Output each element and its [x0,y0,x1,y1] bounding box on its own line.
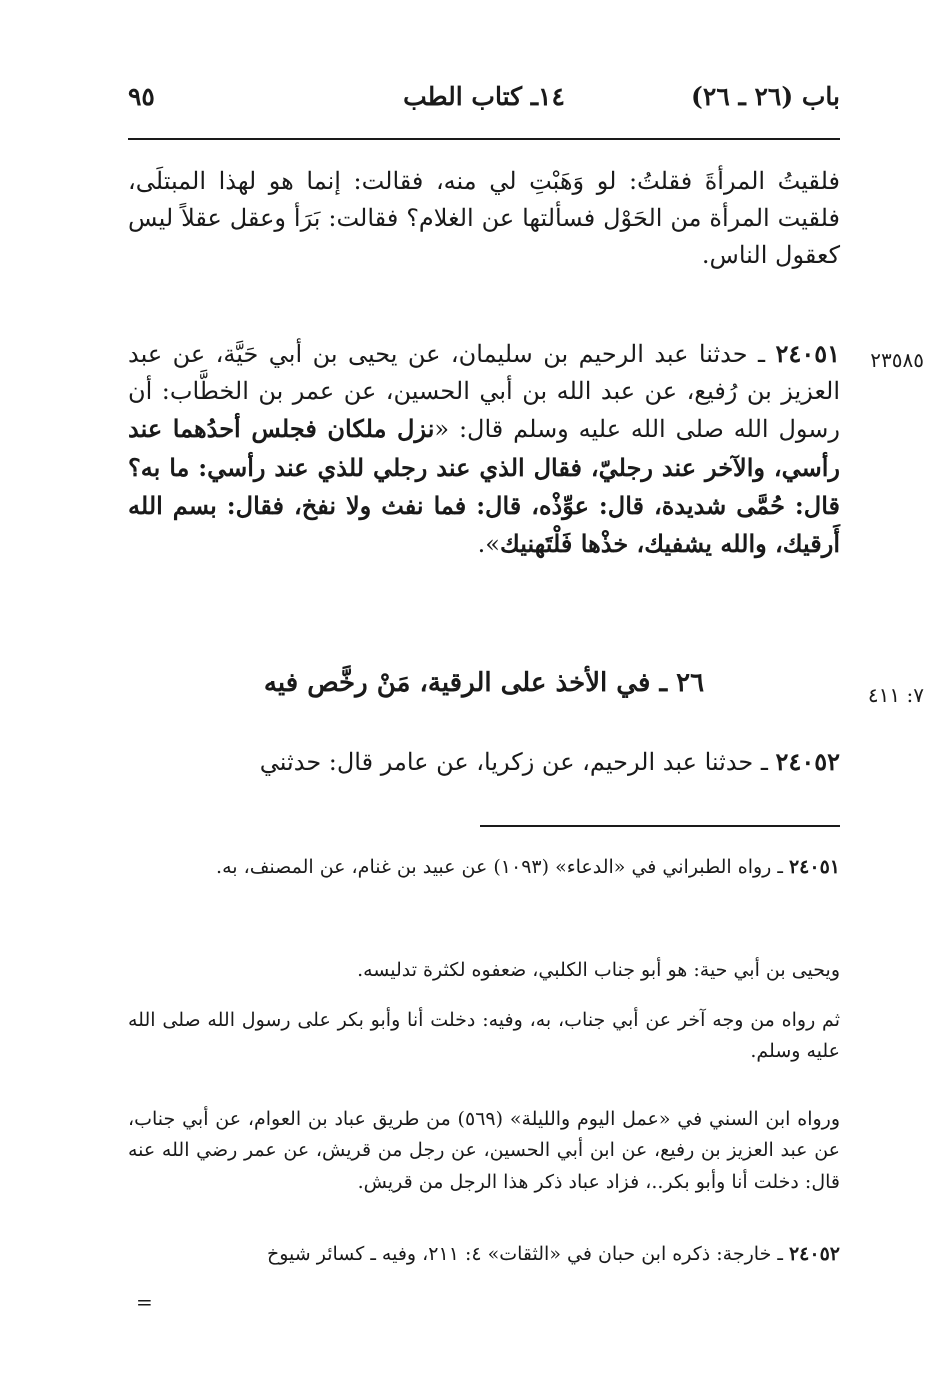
footnote-number: ٢٤٠٥١ [788,856,840,878]
continuation-mark: = [136,1290,153,1314]
page-number: ٩٥ [128,82,155,111]
footnote-paragraph: ثم رواه من وجه آخر عن أبي جناب، به، وفيه: دخلت أنا وأبو بكر على رسول الله صلى الله عليه وسلم. [128,1009,840,1063]
hadith-24051 [128,335,840,563]
hadith-text: ـ حدثنا عبد الرحيم، عن زكريا، عن عامر قال: حدثني [259,748,776,776]
hadith-matn: نزل ملكان فجلس أحدُهما عند رأسي، والآخر عند رجليّ، فقال الذي عند رجلي للذي عند رأسي: ما به؟ قال: حُمَّى شديدة، قال: عوِّذْه، قال: فما نفث ولا نفخ، فقال: بسم الله أَرقيك، والله يشفيك، خذْها فَلْتَهنيك [128,414,840,558]
footnote-divider [480,825,840,827]
hadith-number: ٢٤٠٥١ [775,339,840,368]
footnote-text: ـ رواه الطبراني في «الدعاء» (١٠٩٣) عن عبيد بن غنام، عن المصنف، به. [216,856,789,878]
header-divider [128,138,840,140]
header-book-title: ١٤ـ كتاب الطب [403,82,565,111]
margin-reference-volume: ٧: ٤١١ [867,683,924,707]
footnote-24052 [128,1239,840,1270]
footnote-paragraph: ويحيى بن أبي حية: هو أبو جناب الكلبي، ضعفوه لكثرة تدليسه. [357,959,840,981]
hadith-close-quote: ». [477,529,500,558]
footnote-number: ٢٤٠٥٢ [788,1243,840,1265]
hadith-24052 [128,743,840,781]
footnote-24051 [128,852,840,883]
hadith-isnad: ـ حدثنا عبد الرحيم بن سليمان، عن يحيى بن أبي حَيَّة، عن عبد العزيز بن رُفيع، عن عبد الله بن أبي الحسين، عن عمر بن الخطَّاب: أن رسول الله صلى الله عليه وسلم قال: « [128,340,841,444]
footnote-paragraph: ورواه ابن السني في «عمل اليوم والليلة» (٥٦٩) من طريق عباد بن العوام، عن أبي جناب، عن عبد العزيز بن رفيع، عن ابن أبي الحسين، عن رجل من قريش، عن عمر رضي الله عنه قال: دخلت أنا وأبو بكر..، فزاد عباد ذكر هذا الرجل من قريش. [128,1108,840,1193]
header-chapter: باب (٢٦ ـ ٢٦) [691,82,840,111]
footnote-text: ـ خارجة: ذكره ابن حبان في «الثقات» ٤: ٢١١، وفيه ـ كسائر شيوخ [266,1243,789,1265]
paragraph-continuation: فلقيتُ المرأةَ فقلتُ: لو وَهَبْتِ لي منه، فقالت: إنما هو لهذا المبتلَى، فلقيت المرأة من الحَوْل فسألتها عن الغلام؟ فقالت: بَرَأ وعقل عقلاً ليس كعقول الناس. [128,167,840,270]
running-header [128,82,840,122]
margin-reference-hadith: ٢٣٥٨٥ [870,348,924,372]
hadith-number: ٢٤٠٥٢ [775,747,840,776]
section-heading: ٢٦ ـ في الأخذ على الرقية، مَنْ رخَّص فيه [263,668,705,698]
